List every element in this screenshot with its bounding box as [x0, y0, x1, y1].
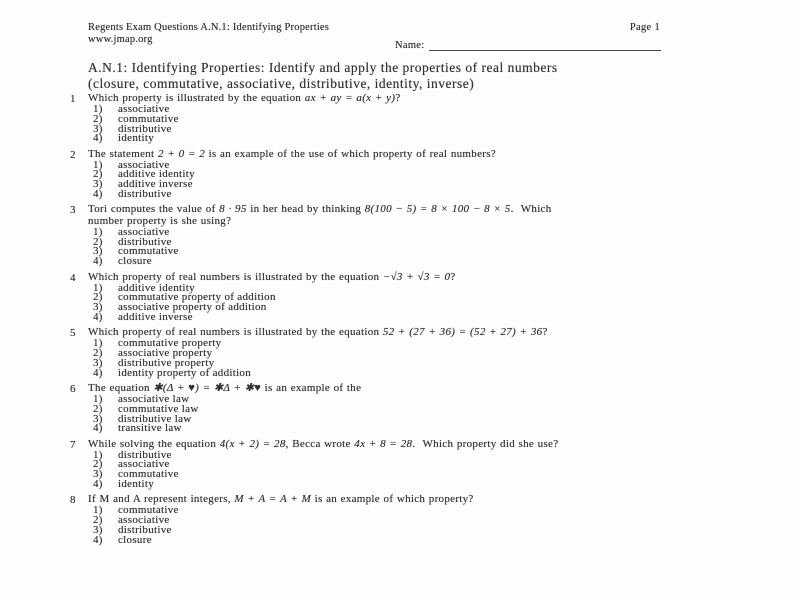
- choice-number: 1): [93, 337, 103, 350]
- math-expression: −√3 + √3 = 0: [382, 270, 451, 283]
- question-block: [70, 149, 670, 200]
- choice-label: associative: [118, 514, 170, 527]
- page-number: Page 1: [629, 22, 660, 33]
- choice-row: [93, 105, 670, 115]
- choice-label: distributive: [118, 122, 172, 135]
- choices: [88, 281, 670, 323]
- choice-label: identity property of addition: [118, 366, 252, 379]
- choices: [88, 506, 670, 545]
- choice-row: [93, 533, 670, 546]
- doc-title-line1: A.N.1: Identifying Properties: Identify and apply the properties of real numbers: [88, 60, 558, 75]
- choices: [88, 225, 670, 268]
- choice-row: [93, 424, 670, 434]
- choice-number: 3): [93, 122, 103, 135]
- questions-list: [70, 93, 670, 546]
- choice-row: [93, 134, 670, 144]
- choice-row: [93, 523, 670, 536]
- question-block: [70, 383, 670, 434]
- choice-row: [93, 247, 670, 257]
- site-url: www.jmap.org: [88, 33, 153, 45]
- choice-number: 1): [93, 158, 103, 171]
- choice-number: 4): [93, 533, 103, 546]
- question-body: [88, 149, 670, 200]
- choice-number: 2): [93, 112, 103, 125]
- choice-row: [93, 470, 670, 480]
- question-number: 8: [70, 494, 76, 507]
- choice-number: 1): [93, 504, 103, 517]
- choice-row: [93, 122, 670, 135]
- choice-label: commutative property: [118, 337, 222, 350]
- choice-row: [93, 480, 670, 490]
- choice-label: distributive: [118, 188, 172, 201]
- choice-label: identity: [118, 132, 155, 145]
- question-text: [88, 149, 670, 161]
- question-number: 1: [70, 93, 76, 105]
- choices: [88, 105, 670, 144]
- choice-label: additive identity: [118, 168, 195, 181]
- choice-number: 1): [93, 448, 103, 461]
- choice-number: 4): [93, 366, 103, 379]
- doc-title: [88, 60, 670, 92]
- choice-number: 4): [93, 188, 103, 201]
- choices: [88, 392, 670, 435]
- choice-label: associative: [118, 458, 170, 471]
- choice-row: [93, 516, 670, 526]
- question-text-segment: Tori computes the value of: [88, 203, 220, 216]
- math-expression: ax + ay = a(x + y): [304, 92, 396, 104]
- question-text-segment: . Which property did she use?: [412, 437, 559, 450]
- choice-label: commutative: [118, 245, 179, 258]
- choice-label: associative: [118, 103, 170, 115]
- choice-number: 2): [93, 458, 103, 471]
- math-expression: 8(100 − 5) = 8 × 100 − 8 × 5: [364, 203, 511, 216]
- choice-number: 2): [93, 402, 103, 415]
- choice-label: commutative: [118, 112, 179, 125]
- question-text-segment: . Which: [510, 203, 552, 216]
- question-number: 4: [70, 271, 76, 284]
- question-text-segment: The equation: [88, 381, 154, 394]
- choice-number: 3): [93, 356, 103, 369]
- question-number: 5: [70, 327, 76, 340]
- choice-label: associative: [118, 225, 170, 238]
- name-underline: [429, 39, 662, 51]
- choice-row: [93, 460, 670, 470]
- question-text: [88, 93, 670, 105]
- page-content: [70, 22, 670, 550]
- choice-label: transitive law: [118, 422, 182, 435]
- question-text-segment: The statement: [88, 147, 158, 160]
- choice-row: [93, 366, 670, 379]
- question-block: [70, 204, 670, 267]
- question-text-segment: If M and A represent integers,: [88, 493, 235, 506]
- choices: [88, 339, 670, 378]
- choices: [88, 158, 670, 201]
- choice-number: 3): [93, 245, 103, 258]
- choice-row: [93, 180, 670, 190]
- question-number: 6: [70, 382, 76, 395]
- question-text-segment: Which property is illustrated by the equation: [88, 92, 305, 104]
- question-number: 3: [70, 204, 76, 217]
- choice-number: 1): [93, 103, 103, 115]
- choice-number: 3): [93, 468, 103, 481]
- choice-number: 4): [93, 478, 103, 491]
- choice-label: closure: [118, 533, 152, 546]
- choice-number: 4): [93, 422, 103, 435]
- question-block: [70, 439, 670, 490]
- question-body: [88, 272, 670, 323]
- math-expression: M + A = A + M: [234, 493, 312, 506]
- question-body: [88, 327, 670, 378]
- question-text-segment: ?: [450, 270, 456, 283]
- choice-row: [93, 225, 670, 238]
- header-title: Regents Exam Questions A.N.1: Identifying Properties: [88, 22, 330, 33]
- choice-number: 2): [93, 235, 103, 248]
- math-expression: 4(x + 2) = 28: [219, 437, 286, 450]
- choice-number: 2): [93, 168, 103, 181]
- question-text: [88, 204, 670, 227]
- choice-number: 1): [93, 392, 103, 405]
- math-expression: 4x + 8 = 28: [354, 437, 413, 450]
- choice-number: 3): [93, 412, 103, 425]
- math-expression: ✱(Δ + ♥) = ✱Δ + ✱♥: [153, 381, 262, 394]
- question-text-segment: is an example of which property?: [311, 493, 474, 506]
- question-body: [88, 204, 670, 267]
- choice-row: [93, 112, 670, 125]
- choice-label: associative law: [118, 392, 190, 405]
- question-text-segment: number property is she using?: [88, 214, 232, 227]
- choice-number: 2): [93, 514, 103, 527]
- choice-row: [93, 190, 670, 200]
- math-expression: 8 · 95: [219, 203, 247, 216]
- choice-label: commutative property of addition: [118, 291, 276, 304]
- choice-label: commutative: [118, 468, 179, 481]
- choice-label: distributive law: [118, 412, 192, 425]
- question-body: [88, 439, 670, 490]
- question-text-segment: Which property of real numbers is illustrated by the equation: [88, 270, 383, 283]
- choice-label: closure: [118, 255, 152, 268]
- choice-label: distributive property: [118, 356, 215, 369]
- choice-label: distributive: [118, 448, 172, 461]
- question-body: [88, 494, 670, 545]
- choice-label: commutative law: [118, 402, 199, 415]
- question-text-segment: While solving the equation: [88, 437, 220, 450]
- name-row: [395, 39, 661, 51]
- choice-number: 3): [93, 301, 103, 314]
- choice-number: 4): [93, 255, 103, 268]
- choice-label: associative property of addition: [118, 301, 267, 314]
- choice-number: 2): [93, 291, 103, 304]
- choice-label: associative: [118, 158, 170, 171]
- name-label: Name:: [395, 40, 425, 51]
- math-expression: 52 + (27 + 36) = (52 + 27) + 36: [382, 326, 543, 339]
- choice-label: commutative: [118, 504, 179, 517]
- choice-number: 1): [93, 225, 103, 238]
- choice-number: 3): [93, 178, 103, 191]
- choice-label: identity: [118, 478, 155, 491]
- question-block: [70, 272, 670, 323]
- question-text-segment: Which property of real numbers is illustrated by the equation: [88, 326, 383, 339]
- question-text-segment: is an example of the: [261, 381, 362, 394]
- choice-number: 2): [93, 347, 103, 360]
- choice-label: additive inverse: [118, 178, 193, 191]
- question-body: [88, 383, 670, 434]
- question-text-segment: ?: [542, 326, 548, 339]
- choice-number: 3): [93, 523, 103, 536]
- question-block: [70, 327, 670, 378]
- choice-label: additive inverse: [118, 310, 193, 323]
- math-expression: 2 + 0 = 2: [157, 147, 206, 160]
- question-text-segment: in her head by thinking: [246, 203, 365, 216]
- choice-number: 1): [93, 281, 103, 294]
- question-text-segment: is an example of the use of which property of real numbers?: [205, 147, 496, 160]
- choice-label: additive identity: [118, 281, 195, 294]
- question-text-segment: ?: [395, 92, 401, 104]
- choice-row: [93, 257, 670, 267]
- question-text: [88, 439, 670, 451]
- question-body: [88, 93, 670, 144]
- choice-number: 4): [93, 310, 103, 323]
- choice-label: distributive: [118, 235, 172, 248]
- question-block: [70, 93, 670, 144]
- choice-row: [93, 235, 670, 248]
- choice-row: [93, 310, 670, 323]
- question-text-segment: , Becca wrote: [285, 437, 355, 450]
- choice-row: [93, 506, 670, 516]
- choice-number: 4): [93, 132, 103, 145]
- page-header: [88, 22, 670, 60]
- choices: [88, 448, 670, 491]
- doc-title-line2: (closure, commutative, associative, distributive, identity, inverse): [88, 76, 475, 91]
- choice-row: [93, 448, 670, 461]
- question-number: 2: [70, 148, 76, 161]
- choice-label: distributive: [118, 523, 172, 536]
- question-block: [70, 494, 670, 545]
- question-number: 7: [70, 438, 76, 451]
- choice-label: associative property: [118, 347, 213, 360]
